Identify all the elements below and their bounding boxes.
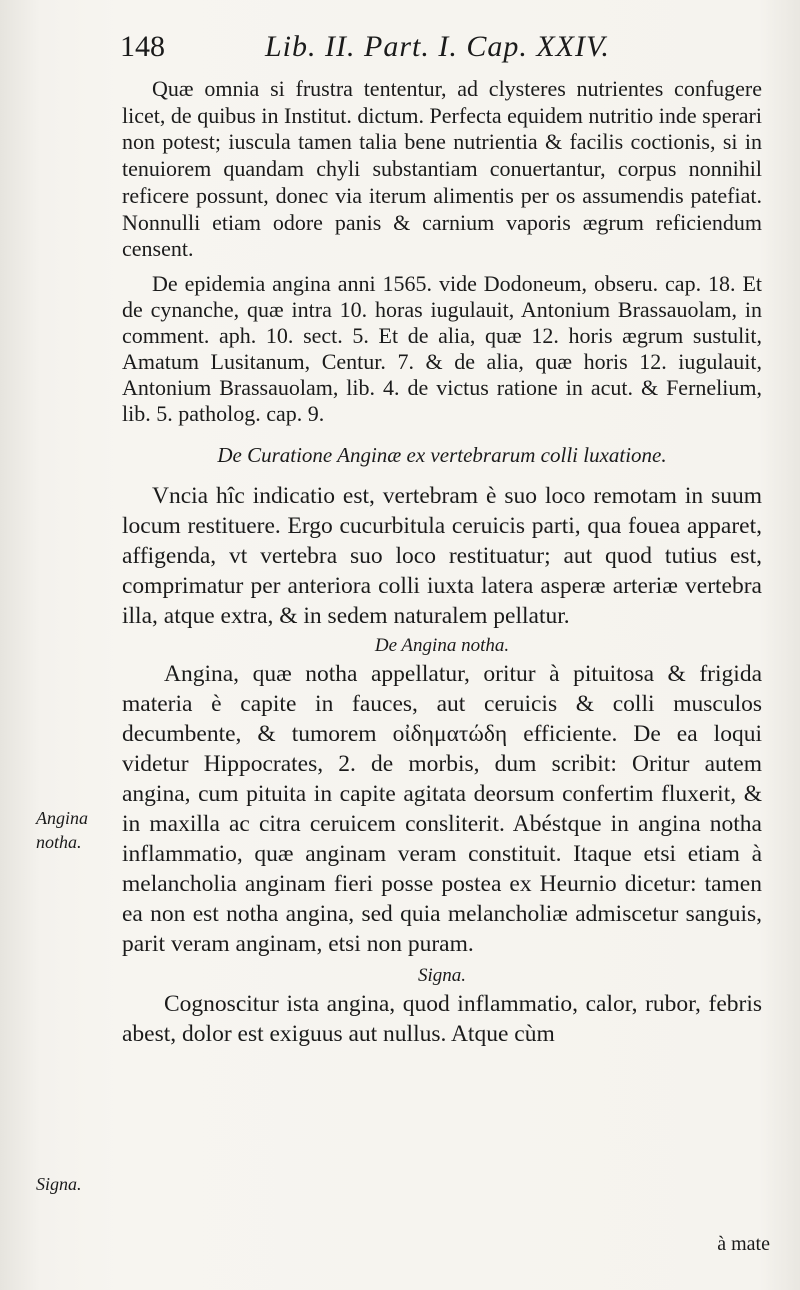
section-heading-signa: Signa. (417, 964, 467, 986)
paragraph-clysteres: Quæ omnia si frustra tententur, ad clysteres nutrientes confugere licet, de quibus in Institut. dictum. Perfecta equidem nutritio inde sperari non potest; iuscula tamen talia bene nutrientia & facilis coctionis, si in tenuiorem quandam chyli substantiam conuertantur, corpus nonnihil reficere possunt, donec via iterum alimentis per os assumendis patefiat. Nonnulli etiam odore panis & carnium vaporis ægrum reficiendum censent. (122, 76, 762, 262)
paragraph-vncia: Vncia hîc indicatio est, vertebram è suo loco remotam in suum locum restituere. Ergo cucurbitula ceruicis parti, qua fouea apparet, affigenda, vt vertebra suo loco restituatur; aut quod tutius est, comprimatur per anteriora colli iuxta latera asperæ arteriæ vertebra illa, atque extra, & in sedem naturalem pellatur. (122, 482, 762, 629)
margin-note-signa: Signa. (36, 1174, 82, 1194)
paragraph-epidemia: De epidemia angina anni 1565. vide Dodoneum, obseru. cap. 18. Et de cynanche, quæ intra 10. horas iugulauit, Antonium Brassauolam, in comment. aph. 10. sect. 5. Et de alia, quæ 12. horis ægrum sustulit, Amatum Lusitanum, Centur. 7. & de alia, quæ horis 12. iugulauit, Antonium Brassauolam, lib. 4. de victus ratione in acut. & Fernelium, lib. 5. patholog. cap. 9. (122, 270, 762, 426)
page-number: 148 (120, 30, 165, 63)
section-heading-luxatione: De Curatione Anginæ ex vertebrarum colli luxatione. (217, 442, 667, 467)
catchword: à mate (717, 1233, 770, 1255)
paragraph-angina-notha: Angina, quæ notha appellatur, oritur à pituitosa & frigida materia è capite in fauces, aut ceruicis & colli musculos decumbente, & tumorem οἰδηματώδη efficiente. De ea loqui videtur Hippocrates, 2. de morbis, dum scribit: Oritur autem angina, cum pituita in capite agitata deorsum confertim fluxerit, & in maxilla ac citra ceruicem consliterit. Abéstque in angina notha inflammatio, quæ anginam veram constituit. Itaque etsi etiam à melancholia anginam fieri posse postea ex Heurnio dicetur: tamen ea non est notha angina, sed quia melancholiæ admiscetur sanguis, parit veram anginam, etsi non puram. (122, 660, 762, 957)
section-heading-angina-notha: De Angina notha. (374, 634, 510, 656)
running-title: Lib. II. Part. I. Cap. XXIV. (265, 30, 610, 63)
margin-note-angina-notha: Angina notha. (36, 808, 88, 852)
page-body (122, 68, 762, 1049)
page-header (120, 30, 720, 70)
paragraph-signa: Cognoscitur ista angina, quod inflammatio, calor, rubor, febris abest, dolor est exiguus aut nullus. Atque cùm (122, 990, 762, 1047)
